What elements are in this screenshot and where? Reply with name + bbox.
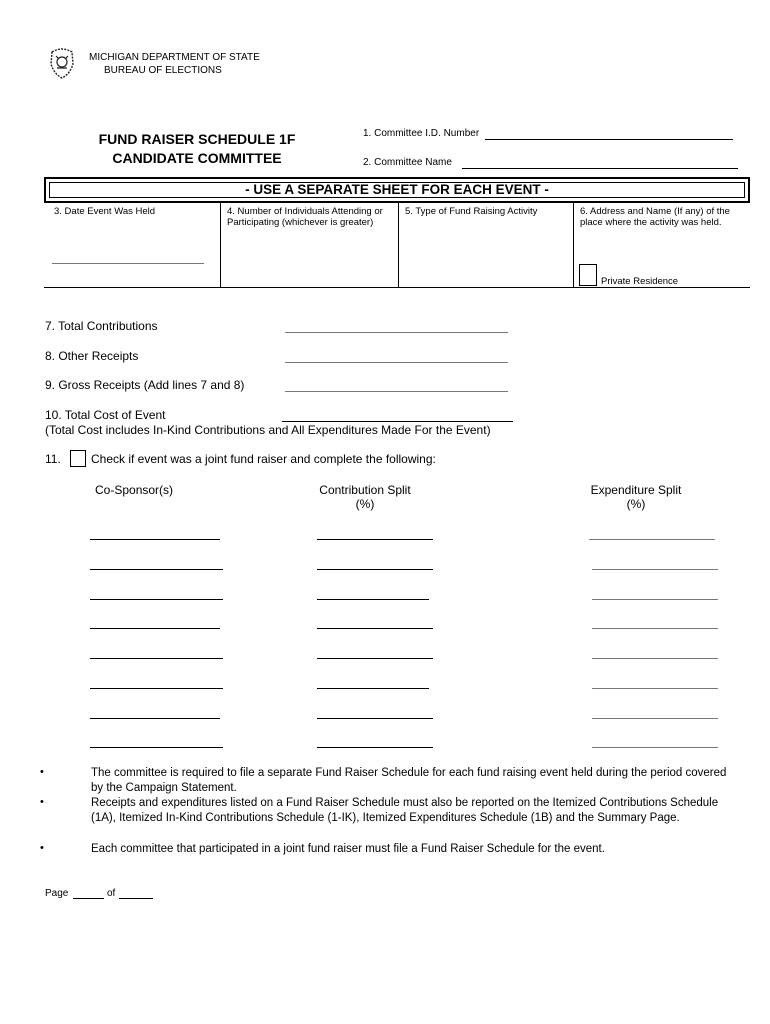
cosponsor-field[interactable] (90, 539, 220, 540)
joint-fundraiser-label: Check if event was a joint fund raiser and complete the following: (91, 452, 436, 466)
contribution-split-header (305, 483, 425, 511)
title-line-1: FUND RAISER SCHEDULE 1F (98, 131, 296, 147)
cosponsor-field[interactable] (90, 569, 223, 570)
contribution-split-field[interactable] (317, 539, 433, 540)
contribution-split-unit: (%) (355, 497, 375, 511)
column-date-label: 3. Date Event Was Held (54, 206, 156, 217)
page-of-label: of (107, 888, 116, 899)
title-line-2: CANDIDATE COMMITTEE (112, 150, 282, 166)
committee-id-label: 1. Committee I.D. Number (363, 128, 480, 139)
expenditure-split-field[interactable] (592, 658, 718, 659)
bureau-name: BUREAU OF ELECTIONS (104, 65, 222, 76)
contribution-split-field[interactable] (317, 747, 433, 748)
private-residence-checkbox[interactable] (579, 264, 597, 286)
page-number-field[interactable] (73, 898, 104, 899)
date-event-field[interactable] (52, 263, 204, 264)
total-contributions-label: 7. Total Contributions (45, 319, 158, 333)
page-total-field[interactable] (119, 898, 153, 899)
state-seal-icon (48, 46, 76, 80)
column-address-label: 6. Address and Name (If any) of the place where the activity was held. (580, 206, 730, 228)
cosponsor-field[interactable] (90, 599, 223, 600)
total-contributions-field[interactable] (285, 332, 508, 333)
committee-name-field[interactable] (462, 168, 738, 169)
cosponsor-field[interactable] (90, 718, 220, 719)
joint-fundraiser-number: 11. (45, 452, 61, 466)
note-separate-schedule: The committee is required to file a separate Fund Raiser Schedule for each fund raising event held during the period covered by the Campaign Statement. (91, 767, 727, 794)
page-title (72, 130, 322, 168)
cosponsor-field[interactable] (90, 628, 220, 629)
note-joint-fundraiser: Each committee that participated in a joint fund raiser must file a Fund Raiser Schedule for the event. (91, 843, 605, 855)
total-cost-field[interactable] (282, 421, 513, 422)
contribution-split-field[interactable] (317, 569, 433, 570)
contribution-split-label: Contribution Split (319, 483, 411, 497)
contribution-split-field[interactable] (317, 599, 429, 600)
expenditure-split-field[interactable] (592, 688, 718, 689)
expenditure-split-header (576, 483, 696, 511)
bullet-icon: • (40, 766, 44, 778)
bullet-icon: • (40, 796, 44, 808)
note-itemized-reporting: Receipts and expenditures listed on a Fund Raiser Schedule must also be reported on the Itemized Contributions Schedule (1A), Itemized In-Kind Contributions Schedule (1-IK), Itemized Expenditures Schedule (1B) and the Summary Page. (91, 797, 719, 824)
bullet-icon: • (40, 842, 44, 854)
column-activity-type-label: 5. Type of Fund Raising Activity (405, 206, 538, 217)
committee-name-label: 2. Committee Name (363, 157, 452, 168)
department-name: MICHIGAN DEPARTMENT OF STATE (89, 52, 260, 63)
banner-box (44, 177, 750, 203)
cosponsor-field[interactable] (90, 747, 223, 748)
expenditure-split-field[interactable] (592, 599, 718, 600)
expenditure-split-field[interactable] (592, 569, 718, 570)
other-receipts-label: 8. Other Receipts (45, 349, 139, 363)
total-cost-note: (Total Cost includes In-Kind Contributions and All Expenditures Made For the Event) (45, 423, 491, 437)
expenditure-split-field[interactable] (592, 747, 718, 748)
contribution-split-field[interactable] (317, 658, 433, 659)
contribution-split-field[interactable] (317, 688, 429, 689)
contribution-split-field[interactable] (317, 628, 433, 629)
cosponsor-field[interactable] (90, 688, 223, 689)
column-attendance-label: 4. Number of Individuals Attending or Participating (whichever is greater) (227, 206, 383, 228)
expenditure-split-field[interactable] (589, 539, 715, 540)
page-label: Page (45, 888, 69, 899)
cosponsor-header: Co-Sponsor(s) (95, 483, 174, 497)
banner-text: - USE A SEPARATE SHEET FOR EACH EVENT - (245, 182, 549, 197)
expenditure-split-unit: (%) (626, 497, 646, 511)
expenditure-split-field[interactable] (592, 628, 718, 629)
cosponsor-field[interactable] (90, 658, 223, 659)
total-cost-label: 10. Total Cost of Event (45, 408, 166, 422)
other-receipts-field[interactable] (285, 362, 508, 363)
joint-fundraiser-checkbox[interactable] (70, 450, 86, 467)
gross-receipts-label: 9. Gross Receipts (Add lines 7 and 8) (45, 378, 245, 392)
contribution-split-field[interactable] (317, 718, 433, 719)
committee-id-field[interactable] (485, 139, 733, 140)
gross-receipts-field[interactable] (285, 391, 508, 392)
expenditure-split-label: Expenditure Split (590, 483, 682, 497)
private-residence-label: Private Residence (601, 276, 679, 287)
expenditure-split-field[interactable] (592, 718, 718, 719)
